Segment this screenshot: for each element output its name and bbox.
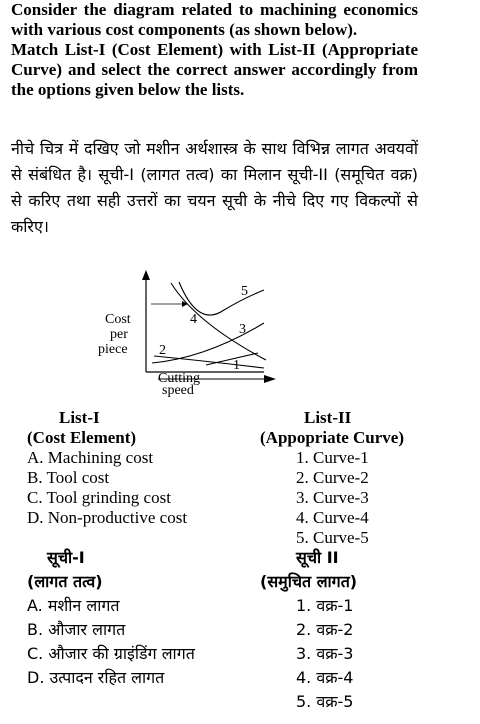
list-2-subtitle: (Appopriate Curve)	[260, 428, 405, 447]
question-english	[11, 0, 418, 100]
list-1-item-hindi: B. औजार लागत	[27, 620, 126, 639]
list-1-title-hindi: सूची-I	[47, 548, 85, 567]
curve-label-4: 4	[190, 312, 197, 327]
list-2-item-hindi: 4. वक्र-4	[296, 668, 354, 687]
curve-5	[179, 282, 264, 315]
curve-label-5: 5	[241, 284, 248, 299]
x-label-line2: speed	[162, 383, 194, 398]
y-label-line2: per	[110, 327, 128, 342]
cost-curve-diagram	[96, 268, 286, 405]
list-1-title: List-I	[59, 408, 100, 427]
list-2-item-hindi: 5. वक्र-5	[296, 692, 354, 711]
list-1-item-hindi: D. उत्पादन रहित लागत	[27, 668, 165, 687]
list-2-title-hindi: सूची II	[296, 548, 339, 567]
curve-label-3: 3	[239, 322, 246, 337]
list-2-title: List-II	[304, 408, 352, 427]
list-1-subtitle: (Cost Element)	[27, 428, 137, 447]
list-1-english	[27, 408, 187, 528]
list-1-subtitle-hindi: (लागत तत्व)	[27, 572, 103, 591]
list-1-hindi	[27, 546, 195, 690]
list-2-item: 1. Curve-1	[296, 448, 369, 467]
list-1-item: A. Machining cost	[27, 448, 154, 467]
question-hindi: नीचे चित्र में दखिए जो मशीन अर्थशास्त्र के साथ विभिन्न लागत अवयवों से संबंधित है। सूची-I (लागत तत्व) का मिलान सूची-II (समूचित वक्र) से करिए तथा सही उत्तरों का चयन सूची के नीचे दिए गए विकल्पों से करिए।	[11, 139, 418, 236]
list-1-item-hindi: A. मशीन लागत	[27, 596, 120, 615]
list-1-item: C. Tool grinding cost	[27, 488, 171, 507]
list-1-item: B. Tool cost	[27, 468, 110, 487]
list-2-item: 2. Curve-2	[296, 468, 369, 487]
curve-2	[154, 356, 264, 368]
list-2-english	[260, 408, 404, 548]
list-2-item: 3. Curve-3	[296, 488, 369, 507]
curve-1	[206, 353, 258, 365]
y-label-line1: Cost	[105, 312, 131, 327]
x-direction-arrow	[264, 375, 276, 383]
list-2-item-hindi: 3. वक्र-3	[296, 644, 354, 663]
list-1-item: D. Non-productive cost	[27, 508, 188, 527]
question-english-para-2: Match List-I (Cost Element) with List-II (Appropriate Curve) and select the correct answer accordingly from the options given below the lists.	[11, 40, 418, 99]
question-english-para-1: Consider the diagram related to machining economics with various cost components (as shown below).	[11, 0, 418, 39]
x-label-line1: Cutting	[158, 371, 201, 386]
curve-label-2: 2	[159, 343, 166, 358]
list-2-item: 5. Curve-5	[296, 528, 369, 547]
list-1-item-hindi: C. औजार की ग्राइंडिंग लागत	[27, 644, 195, 663]
diagram-svg	[96, 268, 286, 400]
curve-label-1: 1	[233, 358, 240, 373]
list-2-hindi	[260, 546, 357, 714]
list-2-subtitle-hindi: (समुचित लागत)	[260, 572, 358, 591]
y-label-line3: piece	[98, 342, 128, 357]
y-axis-arrow	[142, 270, 150, 280]
list-2-item: 4. Curve-4	[296, 508, 369, 527]
list-2-item-hindi: 1. वक्र-1	[296, 596, 354, 615]
list-2-item-hindi: 2. वक्र-2	[296, 620, 354, 639]
